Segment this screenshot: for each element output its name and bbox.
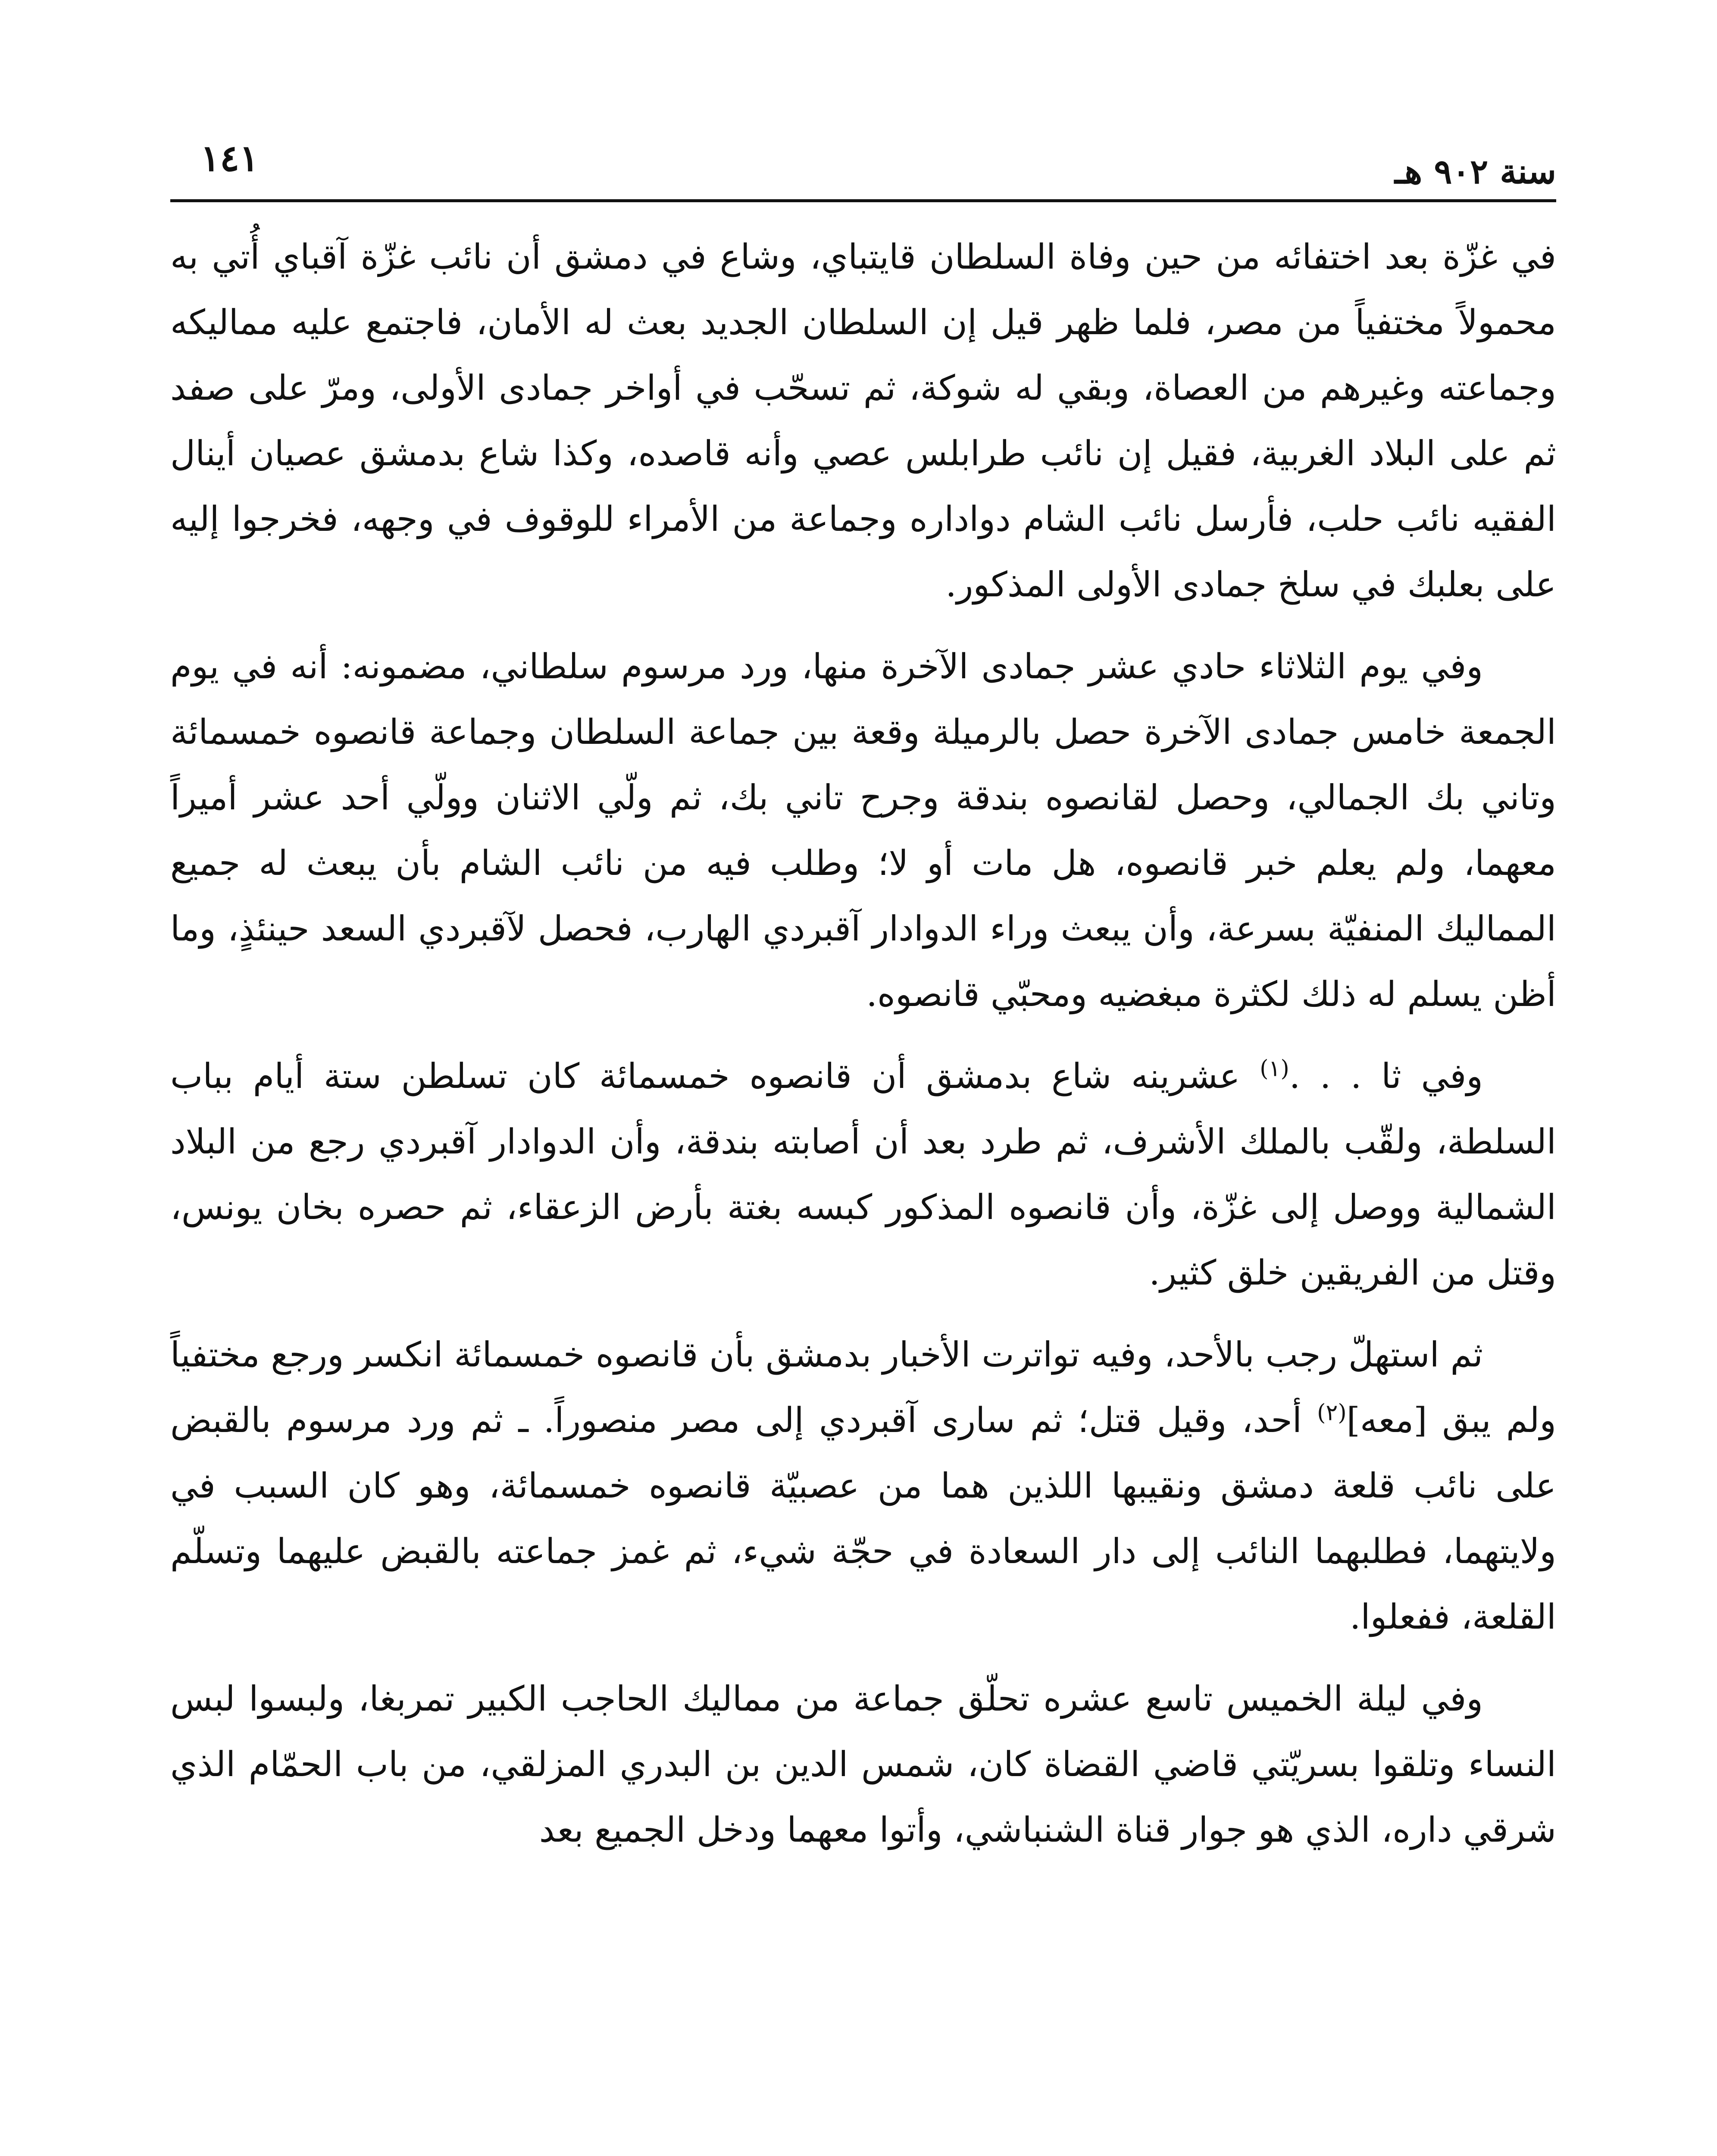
page-header [170, 129, 1556, 203]
footnote-ref-2[interactable]: (٢) [1317, 1400, 1347, 1426]
running-head: سنة ٩٠٢ هـ [1395, 152, 1556, 191]
paragraph-1: في غزّة بعد اختفائه من حين وفاة السلطان قايتباي، وشاع في دمشق أن نائب غزّة آقباي أُتي به محمولاً مختفياً من مصر، فلما ظهر قيل إن السلطان الجديد بعث له الأمان، فاجتمع عليه مماليكه وجماعته وغيرهم من العصاة، وبقي له شوكة، ثم تسحّب في أواخر جمادى الأولى، ومرّ على صفد ثم على البلاد الغربية، فقيل إن نائب طرابلس عصي وأنه قاصده، وكذا شاع بدمشق عصيان أينال الفقيه نائب حلب، فأرسل نائب الشام دواداره وجماعة من الأمراء للوقوف في وجهه، فخرجوا إليه على بعلبك في سلخ جمادى الأولى المذكور. [170, 237, 1557, 605]
paragraph-4-start: ثم استهلّ رجب بالأحد، وفيه تواترت الأخبار بدمشق بأن قانصوه خمسمائة انكسر ورجع مختفياً ولم يبق [معه] [170, 1335, 1556, 1440]
paragraph-3 [170, 1044, 1556, 1306]
paragraph-3-start: وفي ثا . . . [1289, 1056, 1483, 1096]
body-text [170, 224, 1556, 1879]
header-rule [170, 199, 1556, 202]
paragraph-3-rest: عشرينه شاع بدمشق أن قانصوه خمسمائة كان تسلطن ستة أيام بباب السلطة، ولقّب بالملك الأشرف، ثم طرد بعد أن أصابته بندقة، وأن الدوادار آقبردي رجع من البلاد الشمالية ووصل إلى غزّة، وأن قانصوه المذكور كبسه بغتة بأرض الزعقاء، ثم حصره بخان يونس، وقتل من الفريقين خلق كثير. [170, 1056, 1556, 1293]
page-number: ١٤١ [200, 137, 259, 179]
paragraph-4 [170, 1322, 1556, 1650]
footnote-ref-1[interactable]: (١) [1260, 1056, 1289, 1082]
paragraph-5: وفي ليلة الخميس تاسع عشره تحلّق جماعة من مماليك الحاجب الكبير تمربغا، ولبسوا لبس النساء وتلقوا بسريّتي قاضي القضاة كان، شمس الدين بن البدري المزلقي، من باب الحمّام الذي شرقي داره، الذي هو جوار قناة الشنباشي، وأتوا معهما ودخل الجميع بعد [170, 1679, 1556, 1850]
paragraph-2: وفي يوم الثلاثاء حادي عشر جمادى الآخرة منها، ورد مرسوم سلطاني، مضمونه: أنه في يوم الجمعة خامس جمادى الآخرة حصل بالرميلة وقعة بين جماعة السلطان وجماعة قانصوه خمسمائة وتاني بك الجمالي، وحصل لقانصوه بندقة وجرح تاني بك، ثم ولّي الاثنان وولّي أحد عشر أميراً معهما، ولم يعلم خبر قانصوه، هل مات أو لا؛ وطلب فيه من نائب الشام بأن يبعث له جميع المماليك المنفيّة بسرعة، وأن يبعث وراء الدوادار آقبردي الهارب، فحصل لآقبردي السعد حينئذٍ، وما أظن يسلم له ذلك لكثرة مبغضيه ومحبّي قانصوه. [170, 646, 1556, 1014]
paragraph-4-rest: أحد، وقيل قتل؛ ثم سارى آقبردي إلى مصر منصوراً. ـ ثم ورد مرسوم بالقبض على نائب قلعة دمشق ونقيبها اللذين هما من عصبيّة قانصوه خمسمائة، وهو كان السبب في ولايتهما، فطلبهما النائب إلى دار السعادة في حجّة شيء، ثم غمز جماعته بالقبض عليهما وتسلّم القلعة، ففعلوا. [170, 1400, 1556, 1637]
